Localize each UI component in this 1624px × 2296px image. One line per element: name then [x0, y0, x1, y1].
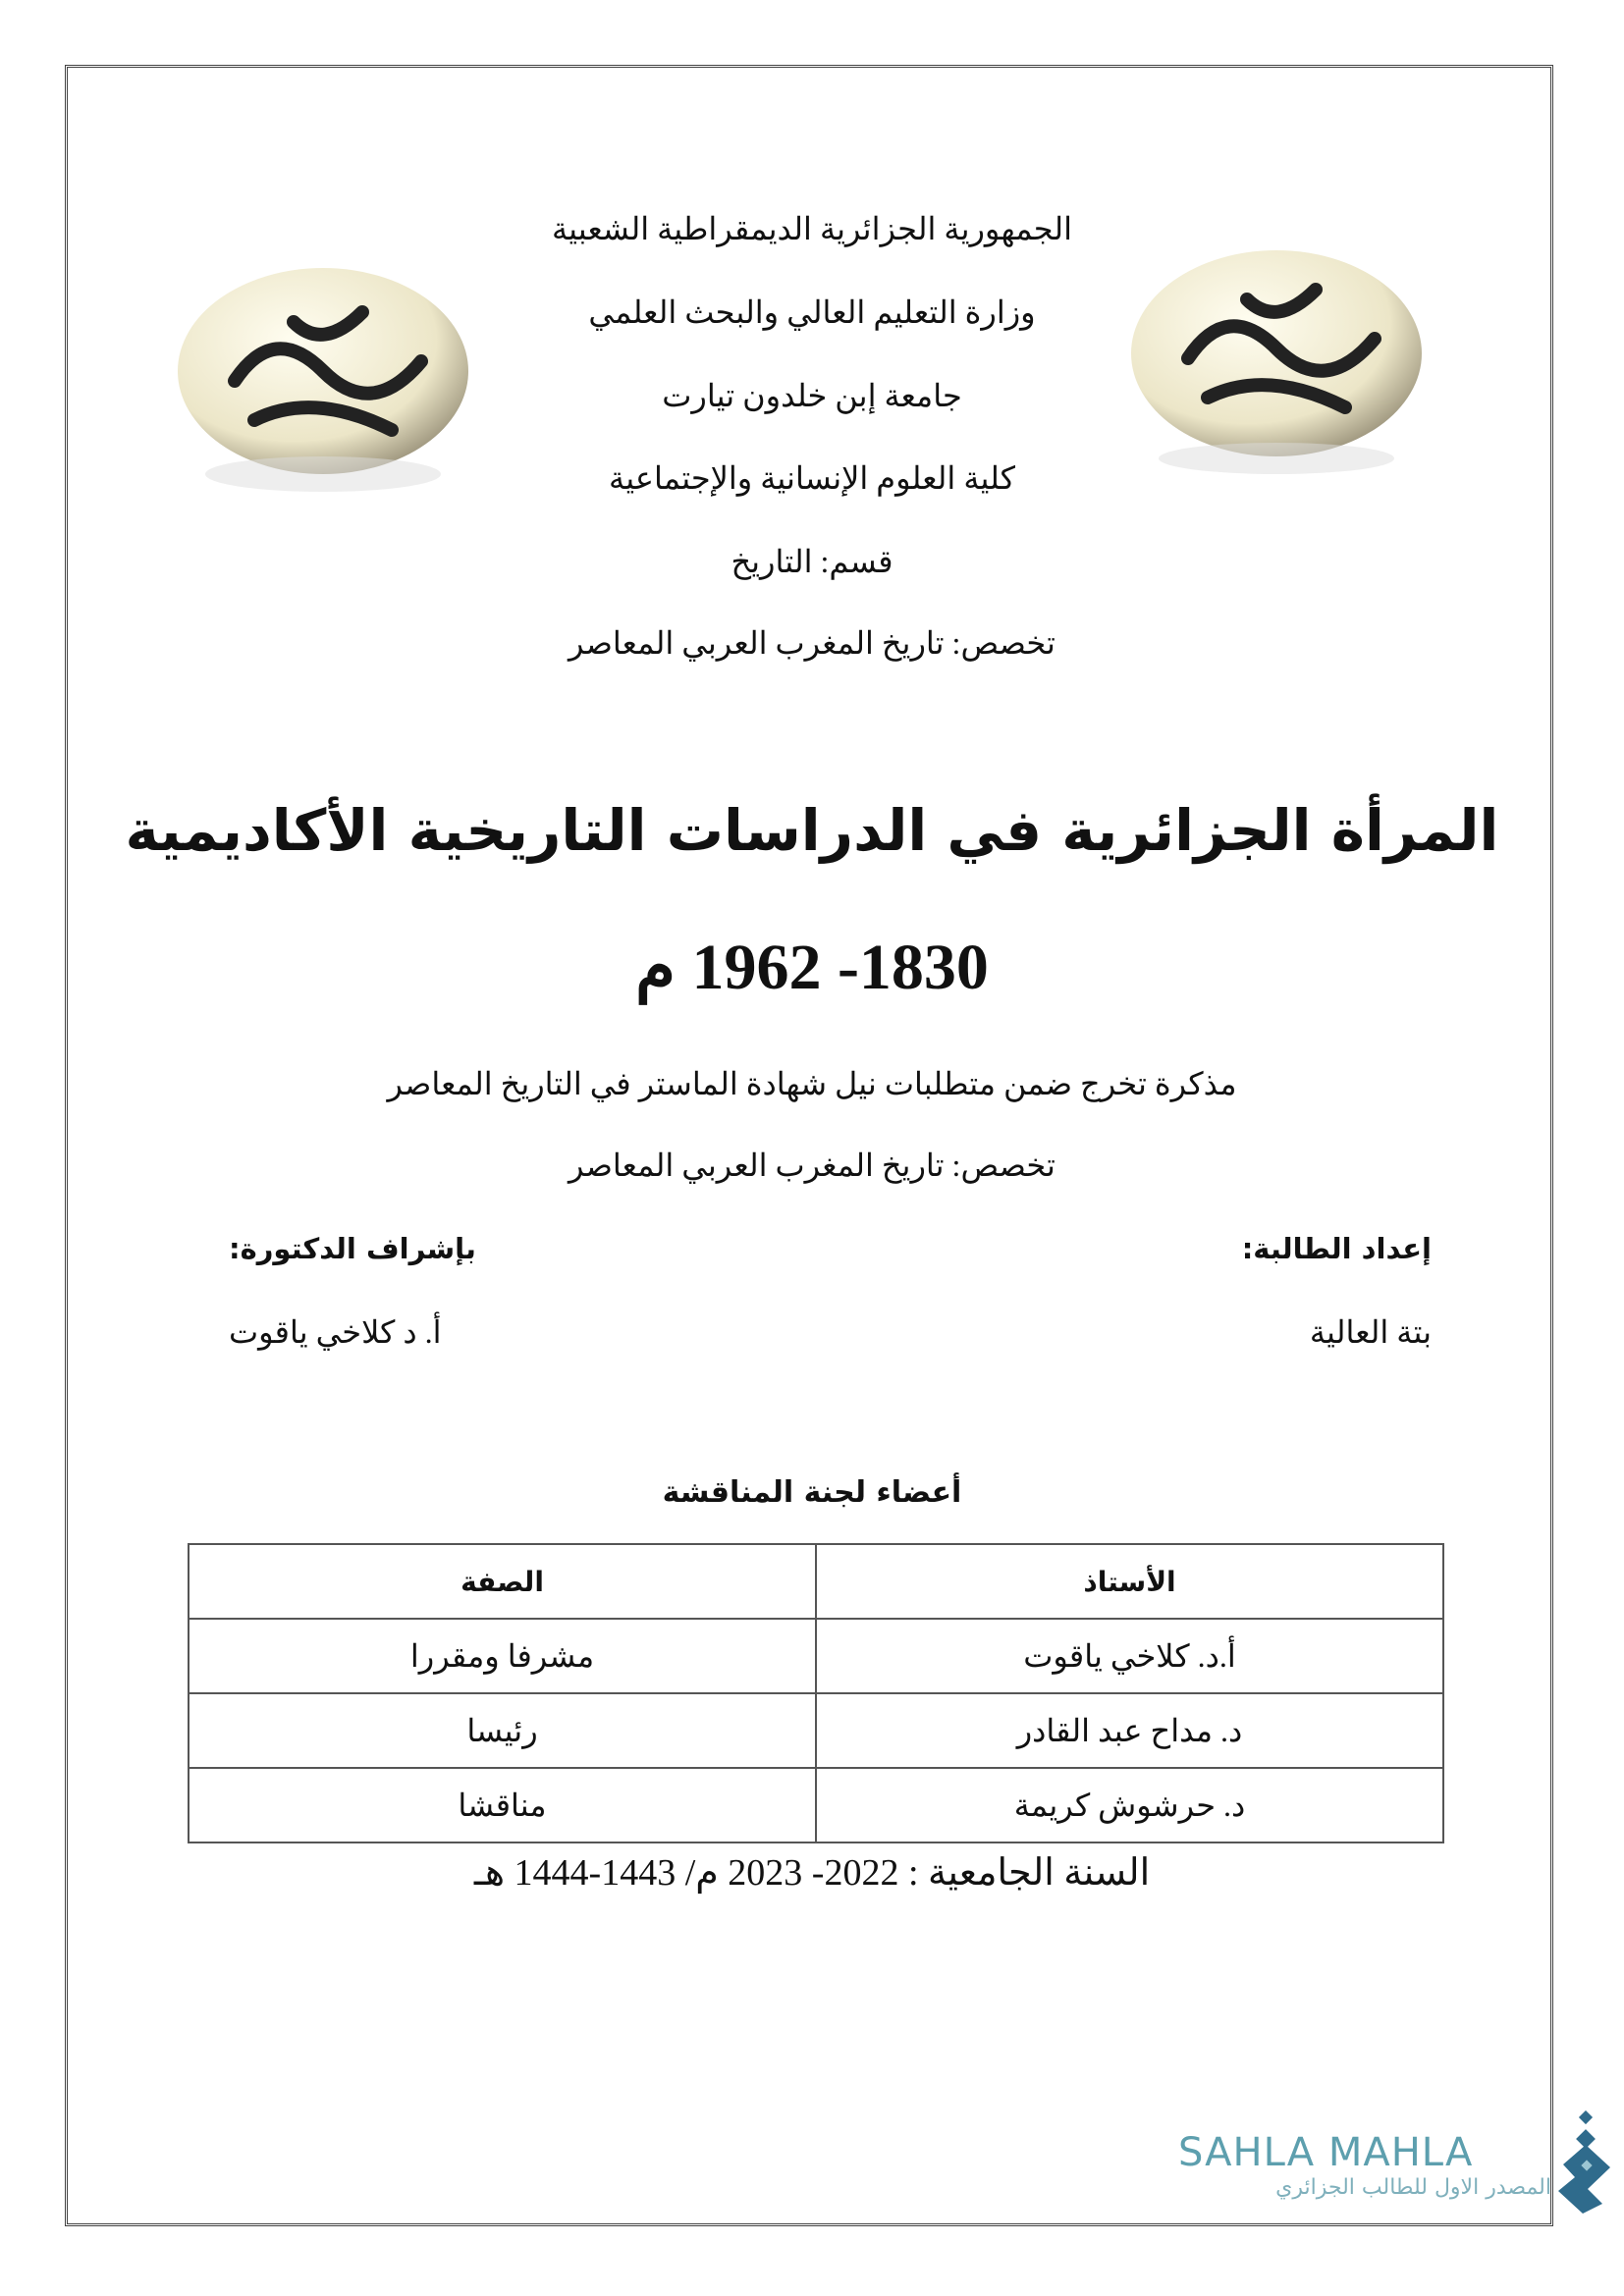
- header-role: الصفة: [189, 1544, 816, 1619]
- supervisor-label: بإشراف الدكتورة:: [229, 1232, 476, 1265]
- thesis-period: 1830- 1962 م: [635, 932, 989, 1003]
- academic-year: السنة الجامعية : 2022- 2023 م/ 1443-1444 هـ: [473, 1852, 1151, 1894]
- thesis-specialty: تخصص: تاريخ المغرب العربي المعاصر: [568, 1148, 1056, 1183]
- department-name: قسم: التاريخ: [731, 544, 893, 579]
- ministry-name: وزارة التعليم العالي والبحث العلمي: [588, 294, 1036, 330]
- table-header-row: [189, 1544, 1443, 1619]
- university-name: جامعة إبن خلدون تيارت: [662, 378, 962, 413]
- member-role: مشرفا ومقررا: [189, 1619, 816, 1693]
- university-seal-right: [1129, 240, 1424, 476]
- committee-table: [188, 1543, 1444, 1843]
- sahla-mahla-watermark: [1178, 2130, 1551, 2200]
- committee-title: أعضاء لجنة المناقشة: [662, 1475, 962, 1510]
- sahla-mahla-logo-icon: [1553, 2110, 1622, 2218]
- student-name: بتة العالية: [1309, 1314, 1432, 1350]
- watermark-tagline: المصدر الاول للطالب الجزائري: [1275, 2175, 1551, 2200]
- member-name: د. حرشوش كريمة: [816, 1768, 1443, 1842]
- member-role: مناقشا: [189, 1768, 816, 1842]
- thesis-title: المرأة الجزائرية في الدراسات التاريخية الأكاديمية: [125, 797, 1499, 864]
- table-row: [189, 1768, 1443, 1842]
- member-name: د. مداح عبد القادر: [816, 1693, 1443, 1768]
- country-name: الجمهورية الجزائرية الديمقراطية الشعبية: [551, 211, 1072, 246]
- table-row: [189, 1619, 1443, 1693]
- student-label: إعداد الطالبة:: [1241, 1232, 1432, 1265]
- supervisor-name: أ. د كلاخي ياقوت: [229, 1314, 442, 1350]
- watermark-brand: SAHLA MAHLA: [1178, 2130, 1474, 2175]
- member-role: رئيسا: [189, 1693, 816, 1768]
- table-row: [189, 1693, 1443, 1768]
- thesis-description: مذكرة تخرج ضمن متطلبات نيل شهادة الماستر في التاريخ المعاصر: [387, 1066, 1237, 1101]
- specialty: تخصص: تاريخ المغرب العربي المعاصر: [568, 625, 1056, 661]
- faculty-name: كلية العلوم الإنسانية والإجتماعية: [609, 460, 1015, 496]
- header-professor: الأستاذ: [816, 1544, 1443, 1619]
- member-name: أ.د. كلاخي ياقوت: [816, 1619, 1443, 1693]
